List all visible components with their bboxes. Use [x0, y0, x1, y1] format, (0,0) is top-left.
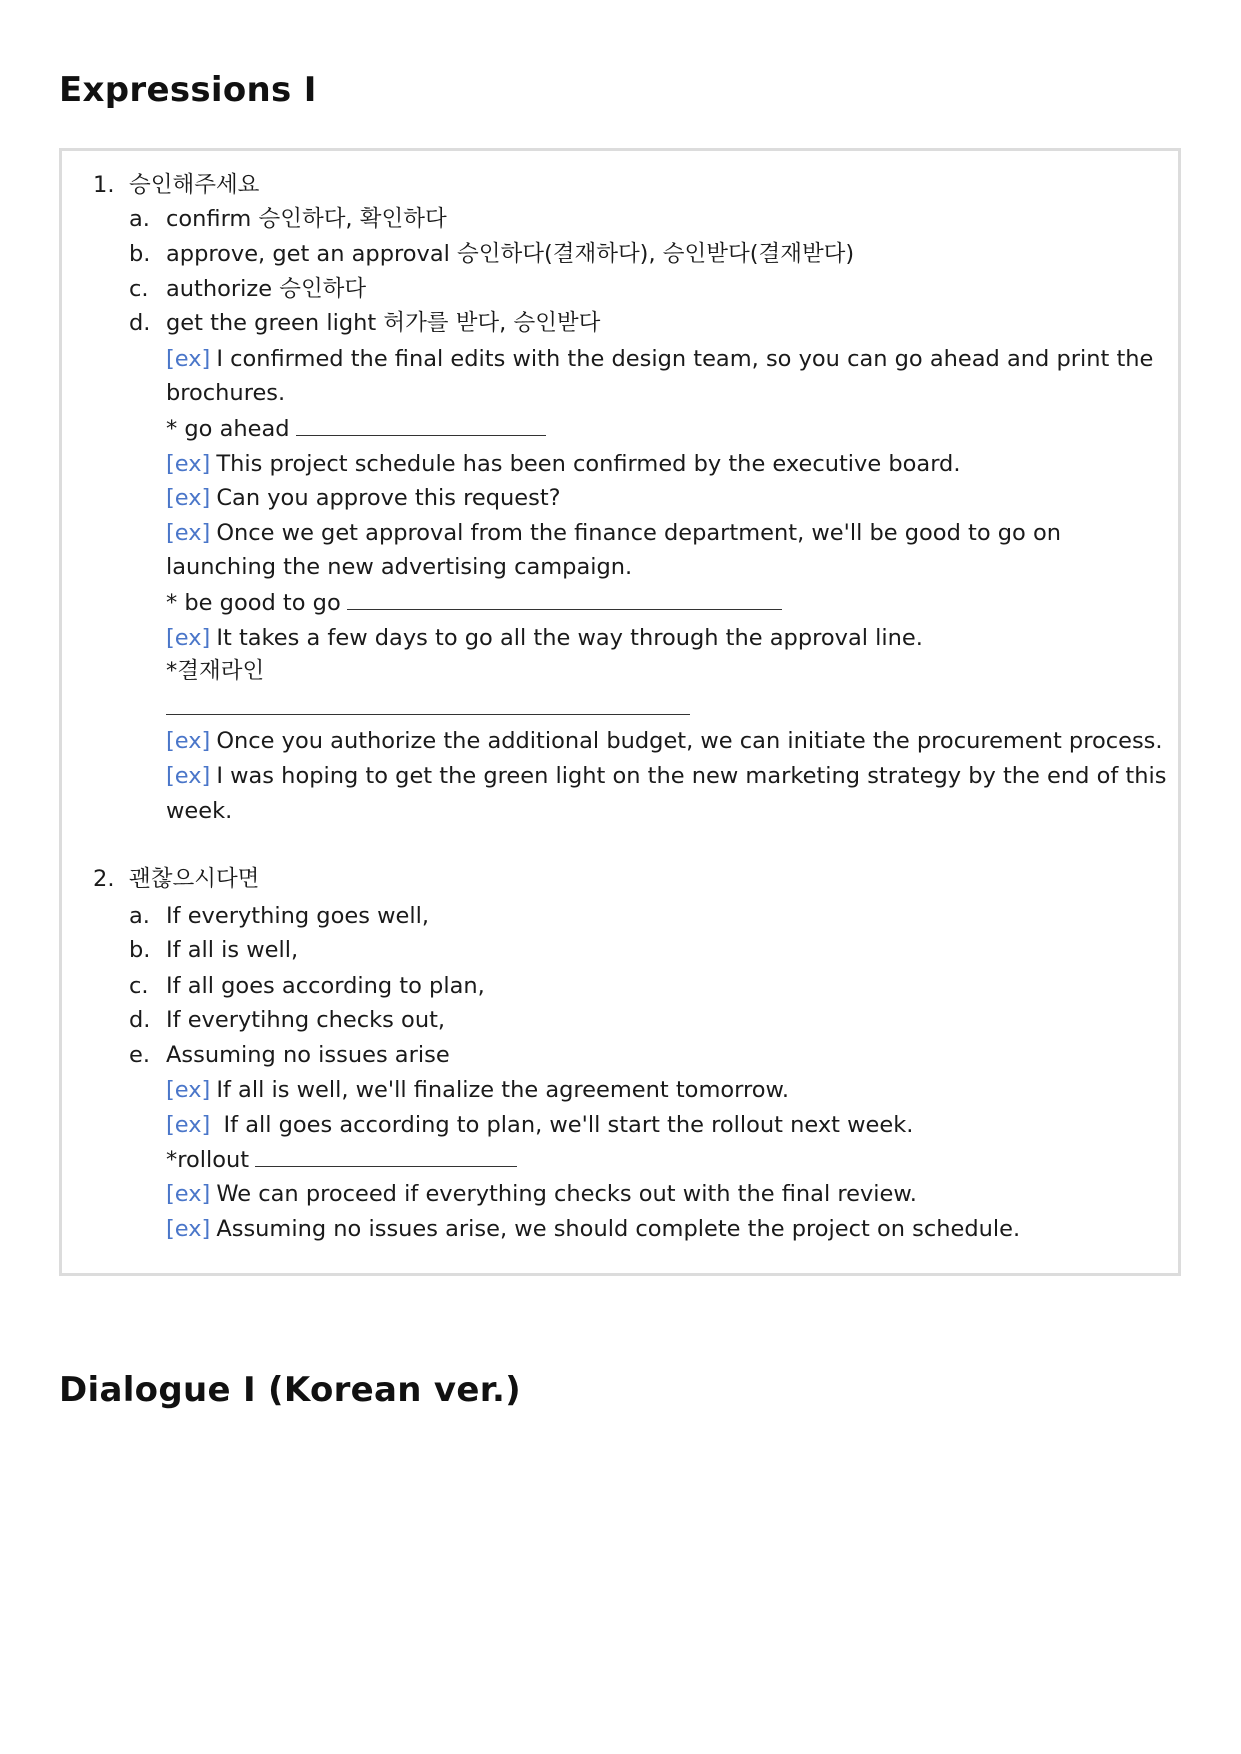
sub-letter: e.	[129, 1042, 150, 1068]
note-line: *결재라인	[166, 658, 265, 684]
sub-letter: d.	[129, 310, 151, 336]
note-line	[166, 413, 546, 444]
ex-tag: [ex]	[166, 763, 211, 789]
example-text: If all is well, we'll finalize the agreement tomorrow.	[216, 1077, 789, 1103]
ex-tag: [ex]	[166, 1181, 211, 1207]
sub-item-c	[129, 971, 485, 1001]
sub-item-d	[129, 1005, 446, 1035]
example-line	[166, 483, 561, 513]
example-line	[166, 623, 923, 653]
sub-text: If all goes according to plan,	[166, 973, 485, 999]
example-text: Assuming no issues arise, we should complete the project on schedule.	[216, 1216, 1021, 1242]
example-line	[166, 726, 1163, 756]
example-text: This project schedule has been confirmed by the executive board.	[216, 451, 961, 477]
example-line	[166, 344, 1153, 374]
ex-tag: [ex]	[166, 1216, 211, 1242]
ex-tag: [ex]	[166, 625, 211, 651]
ex-tag: [ex]	[166, 728, 211, 754]
sub-text: authorize 승인하다	[166, 276, 367, 302]
example-text: If all goes according to plan, we'll start the rollout next week.	[216, 1112, 914, 1138]
sub-item-b	[129, 935, 299, 965]
note-text: * go ahead	[166, 416, 290, 442]
example-continuation: brochures.	[166, 380, 286, 406]
section-title-dialogue: Dialogue I (Korean ver.)	[59, 1370, 522, 1410]
item-1	[93, 170, 260, 200]
sub-item-e	[129, 1040, 450, 1070]
sub-text: get the green light 허가를 받다, 승인받다	[166, 310, 601, 336]
example-continuation: week.	[166, 798, 233, 824]
sub-text: approve, get an approval 승인하다(결재하다), 승인받다(결재받다)	[166, 241, 855, 267]
example-text: It takes a few days to go all the way through the approval line.	[216, 625, 923, 651]
note-line	[166, 587, 782, 618]
sub-text: If everything goes well,	[166, 903, 429, 929]
example-text: I was hoping to get the green light on the new marketing strategy by the end of this	[216, 763, 1167, 789]
note-text: * be good to go	[166, 590, 341, 616]
fill-in-blank	[347, 587, 782, 610]
example-line	[166, 449, 961, 479]
item-heading: 괜찮으시다면	[129, 866, 260, 892]
example-text: Once you authorize the additional budget, we can initiate the procurement process.	[216, 728, 1163, 754]
ex-tag: [ex]	[166, 485, 211, 511]
example-text: I confirmed the final edits with the design team, so you can go ahead and print the	[216, 346, 1154, 372]
ex-tag: [ex]	[166, 1077, 211, 1103]
sub-letter: c.	[129, 276, 149, 302]
example-text: Once we get approval from the finance department, we'll be good to go on	[216, 520, 1061, 546]
fill-in-blank	[255, 1144, 517, 1167]
note-text: *rollout	[166, 1147, 250, 1173]
sub-text: If all is well,	[166, 937, 299, 963]
example-text: Can you approve this request?	[216, 485, 561, 511]
sub-letter: b.	[129, 937, 151, 963]
item-heading: 승인해주세요	[129, 172, 260, 198]
item-number: 2.	[93, 866, 115, 892]
ex-tag: [ex]	[166, 346, 211, 372]
ex-tag: [ex]	[166, 520, 211, 546]
sub-item-b	[129, 239, 855, 269]
sub-text: If everytihng checks out,	[166, 1007, 446, 1033]
sub-letter: d.	[129, 1007, 151, 1033]
fill-in-blank	[296, 413, 546, 436]
example-line	[166, 1214, 1020, 1244]
example-line	[166, 761, 1166, 791]
example-line	[166, 1075, 789, 1105]
sub-text: confirm 승인하다, 확인하다	[166, 206, 447, 232]
sub-letter: a.	[129, 206, 150, 232]
sub-item-d	[129, 308, 601, 338]
example-text: We can proceed if everything checks out with the final review.	[216, 1181, 917, 1207]
example-continuation: launching the new advertising campaign.	[166, 554, 633, 580]
sub-item-a	[129, 901, 429, 931]
item-2	[93, 864, 260, 894]
note-line	[166, 1144, 517, 1175]
sub-item-c	[129, 274, 367, 304]
ex-tag: [ex]	[166, 451, 211, 477]
example-line	[166, 1110, 913, 1140]
sub-item-a	[129, 204, 447, 234]
sub-letter: c.	[129, 973, 149, 999]
ex-tag: [ex]	[166, 1112, 211, 1138]
example-line	[166, 1179, 917, 1209]
sub-text: Assuming no issues arise	[166, 1042, 450, 1068]
fill-in-blank	[166, 714, 690, 715]
example-line	[166, 518, 1061, 548]
section-title-expressions: Expressions I	[59, 70, 317, 110]
sub-letter: a.	[129, 903, 150, 929]
item-number: 1.	[93, 172, 115, 198]
sub-letter: b.	[129, 241, 151, 267]
